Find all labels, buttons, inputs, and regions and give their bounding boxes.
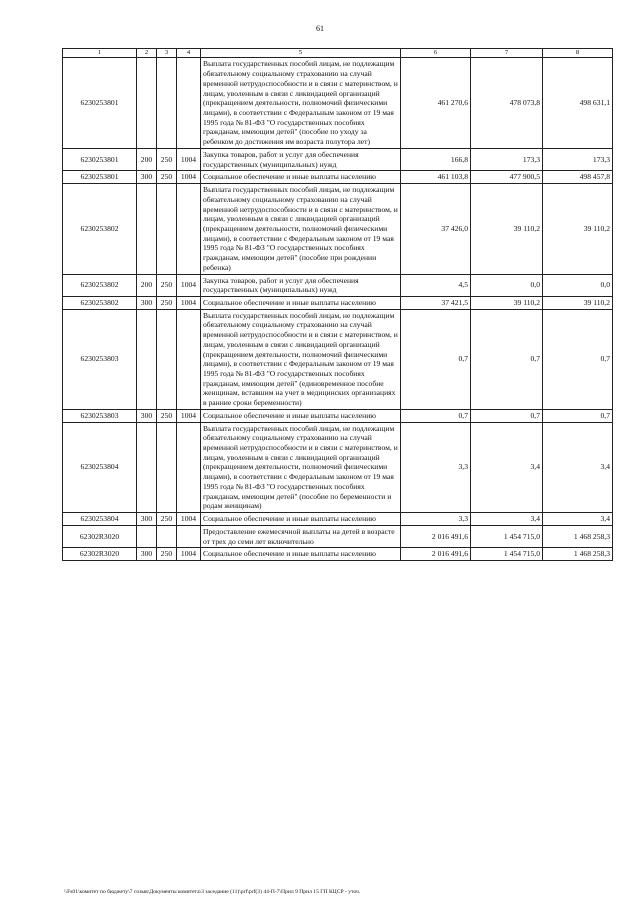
amount-cell-year3: 0,7 (543, 309, 613, 409)
amount-cell-year3: 0,7 (543, 409, 613, 422)
budget-code-cell: 6230253801 (63, 148, 137, 170)
description-cell: Социальное обеспечение и иные выплаты населению (201, 409, 401, 422)
amount-cell-year2: 0,0 (471, 274, 543, 296)
expense-type-cell: 300 (137, 548, 157, 561)
table-row (63, 148, 613, 170)
amount-cell-year2: 0,7 (471, 409, 543, 422)
description-cell: Выплата государственных пособий лицам, не подлежащим обязательному социальному страхованию на случай временной нетрудоспособности и в связи с материнством, и лицам, уволенным в связи с ликвидацией организаций (прекращением деятельности, полномочий физическими лицами), в соответствии с Федеральным законом от 19 мая 1995 года № 81-ФЗ "О государственных пособиях гражданам, имеющим детей" (единовременное пособие женщинам, вставшим на учет в медицинских организациях в ранние сроки беременности) (201, 309, 401, 409)
column-number-row (63, 49, 613, 58)
amount-cell-year2: 0,7 (471, 309, 543, 409)
expense-type-cell: 200 (137, 274, 157, 296)
amount-cell-year1: 2 016 491,6 (401, 548, 471, 561)
amount-cell-year1: 461 270,6 (401, 58, 471, 148)
description-cell: Закупка товаров, работ и услуг для обеспечения государственных (муниципальных) нужд (201, 148, 401, 170)
section-code-cell: 1004 (177, 409, 201, 422)
table-row (63, 422, 613, 512)
budget-code-cell: 6230253804 (63, 513, 137, 526)
amount-cell-year1: 37 421,5 (401, 296, 471, 309)
table-row (63, 525, 613, 547)
section-code-cell (177, 58, 201, 148)
table-row (63, 513, 613, 526)
amount-cell-year1: 0,7 (401, 409, 471, 422)
description-cell: Закупка товаров, работ и услуг для обеспечения государственных (муниципальных) нужд (201, 274, 401, 296)
table-row (63, 548, 613, 561)
section-code-cell: 1004 (177, 513, 201, 526)
amount-cell-year3: 39 110,2 (543, 296, 613, 309)
column-header: 6 (401, 49, 471, 58)
section-code-cell: 1004 (177, 296, 201, 309)
amount-cell-year3: 39 110,2 (543, 184, 613, 274)
admin-code-cell (157, 309, 177, 409)
section-code-cell (177, 525, 201, 547)
amount-cell-year3: 1 468 258,3 (543, 525, 613, 547)
table-row (63, 58, 613, 148)
section-code-cell: 1004 (177, 171, 201, 184)
expense-type-cell: 300 (137, 171, 157, 184)
amount-cell-year2: 1 454 715,0 (471, 548, 543, 561)
table-row (63, 274, 613, 296)
table-row (63, 171, 613, 184)
amount-cell-year2: 478 073,8 (471, 58, 543, 148)
admin-code-cell: 250 (157, 409, 177, 422)
column-header: 1 (63, 49, 137, 58)
admin-code-cell: 250 (157, 296, 177, 309)
description-cell: Выплата государственных пособий лицам, не подлежащим обязательному социальному страхованию на случай временной нетрудоспособности и в связи с материнством, и лицам, уволенным в связи с ликвидацией организаций (прекращением деятельности, полномочий физическими лицами), в соответствии с Федеральным законом от 19 мая 1995 года № 81-ФЗ "О государственных пособиях гражданам, имеющим детей" (пособие по беременности и родам женщинам) (201, 422, 401, 512)
description-cell: Социальное обеспечение и иные выплаты населению (201, 296, 401, 309)
amount-cell-year3: 498 631,1 (543, 58, 613, 148)
budget-code-cell: 6230253801 (63, 171, 137, 184)
file-path-footer: \\Fs01\комитет по бюджету\7 созыв\Документы комитета\3 заседание (11)\prf\prf(3) 44-П-7\Прил 9 Прил 15 ГП КЦСР - уточ. (64, 889, 361, 895)
admin-code-cell: 250 (157, 171, 177, 184)
admin-code-cell: 250 (157, 274, 177, 296)
budget-code-cell: 62302R3020 (63, 525, 137, 547)
expense-type-cell (137, 309, 157, 409)
expense-type-cell (137, 525, 157, 547)
description-cell: Социальное обеспечение и иные выплаты населению (201, 171, 401, 184)
column-header: 5 (201, 49, 401, 58)
section-code-cell: 1004 (177, 548, 201, 561)
page-number: 61 (316, 24, 324, 33)
budget-code-cell: 6230253802 (63, 274, 137, 296)
amount-cell-year3: 173,3 (543, 148, 613, 170)
amount-cell-year3: 498 457,8 (543, 171, 613, 184)
section-code-cell: 1004 (177, 148, 201, 170)
table-row (63, 409, 613, 422)
admin-code-cell (157, 525, 177, 547)
budget-code-cell: 6230253803 (63, 309, 137, 409)
admin-code-cell: 250 (157, 548, 177, 561)
amount-cell-year2: 477 900,5 (471, 171, 543, 184)
column-header: 8 (543, 49, 613, 58)
description-cell: Социальное обеспечение и иные выплаты населению (201, 548, 401, 561)
amount-cell-year1: 3,3 (401, 422, 471, 512)
budget-code-cell: 6230253801 (63, 58, 137, 148)
expense-type-cell (137, 184, 157, 274)
admin-code-cell: 250 (157, 148, 177, 170)
amount-cell-year1: 4,5 (401, 274, 471, 296)
column-header: 4 (177, 49, 201, 58)
amount-cell-year2: 39 110,2 (471, 296, 543, 309)
budget-code-cell: 6230253803 (63, 409, 137, 422)
expense-type-cell: 200 (137, 148, 157, 170)
section-code-cell (177, 422, 201, 512)
amount-cell-year1: 2 016 491,6 (401, 525, 471, 547)
description-cell: Предоставление ежемесячной выплаты на детей в возрасте от трех до семи лет включительно (201, 525, 401, 547)
amount-cell-year2: 1 454 715,0 (471, 525, 543, 547)
amount-cell-year1: 0,7 (401, 309, 471, 409)
amount-cell-year3: 3,4 (543, 513, 613, 526)
amount-cell-year2: 3,4 (471, 513, 543, 526)
column-header: 3 (157, 49, 177, 58)
amount-cell-year1: 461 103,8 (401, 171, 471, 184)
amount-cell-year2: 39 110,2 (471, 184, 543, 274)
expense-type-cell: 300 (137, 513, 157, 526)
amount-cell-year1: 37 426,0 (401, 184, 471, 274)
column-header: 2 (137, 49, 157, 58)
table-row (63, 296, 613, 309)
description-cell: Выплата государственных пособий лицам, не подлежащим обязательному социальному страхованию на случай временной нетрудоспособности и в связи с материнством, и лицам, уволенным в связи с ликвидацией организаций (прекращением деятельности, полномочий физическими лицами), в соответствии с Федеральным законом от 19 мая 1995 года № 81-ФЗ "О государственных пособиях гражданам, имеющим детей" (пособие при рождении ребенка) (201, 184, 401, 274)
budget-code-cell: 6230253802 (63, 184, 137, 274)
expense-type-cell (137, 58, 157, 148)
budget-code-cell: 6230253804 (63, 422, 137, 512)
admin-code-cell (157, 184, 177, 274)
description-cell: Выплата государственных пособий лицам, не подлежащим обязательному социальному страхованию на случай временной нетрудоспособности и в связи с материнством, и лицам, уволенным в связи с ликвидацией организаций (прекращением деятельности, полномочий физическими лицами), в соответствии с Федеральным законом от 19 мая 1995 года № 81-ФЗ "О государственных пособиях гражданам, имеющим детей" (пособие по уходу за ребенком до достижения им возраста полутора лет) (201, 58, 401, 148)
section-code-cell (177, 309, 201, 409)
amount-cell-year1: 166,8 (401, 148, 471, 170)
section-code-cell: 1004 (177, 274, 201, 296)
section-code-cell (177, 184, 201, 274)
amount-cell-year2: 173,3 (471, 148, 543, 170)
amount-cell-year3: 3,4 (543, 422, 613, 512)
description-cell: Социальное обеспечение и иные выплаты населению (201, 513, 401, 526)
table-row (63, 184, 613, 274)
expense-type-cell (137, 422, 157, 512)
amount-cell-year3: 0,0 (543, 274, 613, 296)
admin-code-cell (157, 58, 177, 148)
budget-code-cell: 6230253802 (63, 296, 137, 309)
budget-table (62, 48, 613, 561)
expense-type-cell: 300 (137, 409, 157, 422)
expense-type-cell: 300 (137, 296, 157, 309)
budget-code-cell: 62302R3020 (63, 548, 137, 561)
admin-code-cell: 250 (157, 513, 177, 526)
column-header: 7 (471, 49, 543, 58)
admin-code-cell (157, 422, 177, 512)
table-row (63, 309, 613, 409)
amount-cell-year3: 1 468 258,3 (543, 548, 613, 561)
amount-cell-year1: 3,3 (401, 513, 471, 526)
amount-cell-year2: 3,4 (471, 422, 543, 512)
